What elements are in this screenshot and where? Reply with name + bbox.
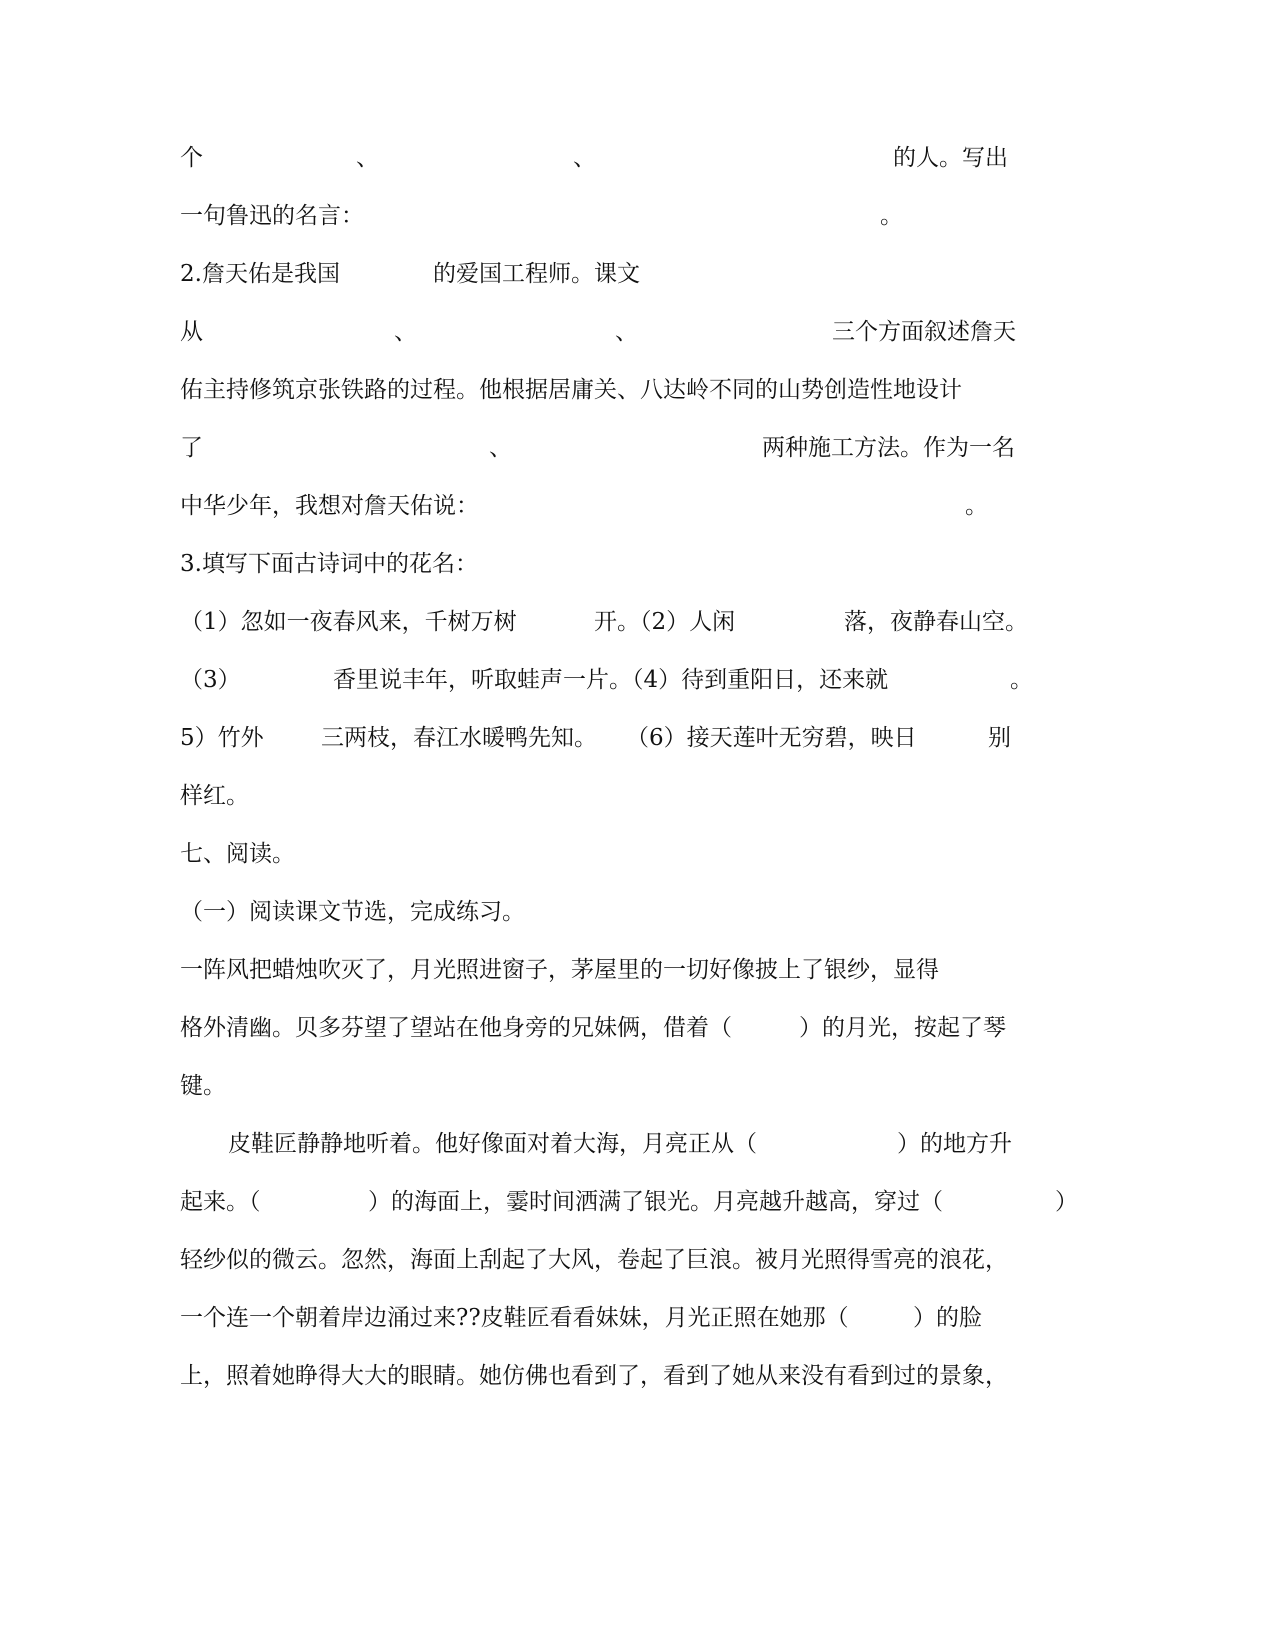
text-segment: 、 [615, 319, 638, 345]
text-segment: 格外清幽。贝多芬望了望站在他身旁的兄妹俩，借着（ [180, 1015, 732, 1041]
text-line [0, 1358, 1275, 1394]
text-segment: 三个方面叙述詹天 [832, 319, 1016, 345]
text-segment: （3） [180, 667, 241, 693]
text-segment: ） [1055, 1189, 1078, 1215]
text-segment: 个 [180, 145, 203, 171]
text-segment: 香里说丰年，听取蛙声一片。（4）待到重阳日，还来就 [333, 667, 889, 693]
text-segment: 。 [1010, 667, 1033, 693]
text-segment: 中华少年，我想对詹天佑说： [180, 493, 479, 519]
text-segment: 别 [988, 725, 1011, 751]
text-line [0, 314, 1275, 350]
text-line [0, 372, 1275, 408]
text-segment: 、 [489, 435, 512, 461]
text-segment: 七、阅读。 [180, 841, 295, 867]
text-segment: 2.詹天佑是我国 [180, 261, 340, 287]
text-segment: 佑主持修筑京张铁路的过程。他根据居庸关、八达岭不同的山势创造性地设计 [180, 377, 962, 403]
text-segment: 3.填写下面古诗词中的花名： [180, 551, 478, 577]
text-line [0, 1184, 1275, 1220]
text-line [0, 546, 1275, 582]
text-segment: （1）忽如一夜春风来，千树万树 [180, 609, 517, 635]
text-segment: 、 [356, 145, 379, 171]
text-segment: 的人。写出 [893, 145, 1008, 171]
text-segment: 一阵风把蜡烛吹灭了，月光照进窗子，茅屋里的一切好像披上了银纱，显得 [180, 957, 939, 983]
text-line [0, 1126, 1275, 1162]
text-line [0, 662, 1275, 698]
text-segment: 、 [573, 145, 596, 171]
text-segment: 了 [180, 435, 203, 461]
text-segment: 一个连一个朝着岸边涌过来??皮鞋匠看看妹妹，月光正照在她那（ [180, 1305, 849, 1331]
text-segment: ）的脸 [913, 1305, 982, 1331]
text-segment: 两种施工方法。作为一名 [762, 435, 1015, 461]
text-segment: 皮鞋匠静静地听着。他好像面对着大海，月亮正从（ [228, 1131, 757, 1157]
text-segment: ）的月光，按起了琴 [799, 1015, 1006, 1041]
text-segment: 开。（2）人闲 [594, 609, 736, 635]
text-segment: 从 [180, 319, 203, 345]
text-line [0, 604, 1275, 640]
text-line [0, 1068, 1275, 1104]
text-line [0, 198, 1275, 234]
text-segment: 。 [880, 203, 903, 229]
text-segment: 。 [965, 493, 988, 519]
text-segment: 起来。（ [180, 1189, 261, 1215]
text-segment: 落，夜静春山空。 [844, 609, 1028, 635]
text-segment: 轻纱似的微云。忽然，海面上刮起了大风，卷起了巨浪。被月光照得雪亮的浪花， [180, 1247, 1008, 1273]
text-line [0, 894, 1275, 930]
text-segment: （一）阅读课文节选，完成练习。 [180, 899, 525, 925]
text-line [0, 488, 1275, 524]
text-line [0, 430, 1275, 466]
text-line [0, 1010, 1275, 1046]
text-line [0, 720, 1275, 756]
text-segment: 的爱国工程师。课文 [433, 261, 640, 287]
text-line [0, 952, 1275, 988]
text-line [0, 140, 1275, 176]
text-line [0, 1300, 1275, 1336]
text-line [0, 778, 1275, 814]
text-segment: 、 [394, 319, 417, 345]
text-segment: （6）接天莲叶无穷碧，映日 [626, 725, 917, 751]
text-segment: ）的海面上，霎时间洒满了银光。月亮越升越高，穿过（ [368, 1189, 943, 1215]
text-segment: 上，照着她睁得大大的眼睛。她仿佛也看到了，看到了她从来没有看到过的景象， [180, 1363, 1008, 1389]
text-segment: 一句鲁迅的名言： [180, 203, 364, 229]
text-segment: 键。 [180, 1073, 226, 1099]
text-line [0, 1242, 1275, 1278]
text-segment: 样红。 [180, 783, 249, 809]
text-segment: 5）竹外 [180, 725, 264, 751]
text-segment: ）的地方升 [897, 1131, 1012, 1157]
text-line [0, 256, 1275, 292]
section-heading [0, 836, 1275, 872]
text-segment: 三两枝，春江水暖鸭先知。 [321, 725, 597, 751]
